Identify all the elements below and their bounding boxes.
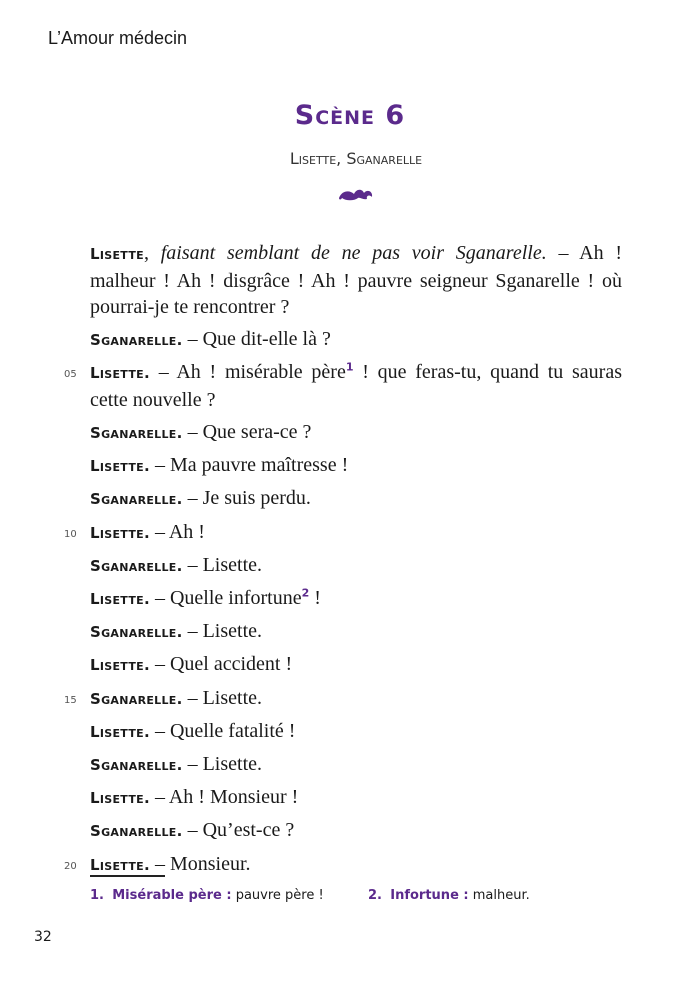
speaker-name: Lisette. [90, 457, 150, 476]
speech-text: – Monsieur. [149, 852, 251, 875]
dialogue [64, 240, 623, 884]
speaker-name: Sganarelle. [90, 331, 183, 350]
speech [90, 326, 622, 354]
page-number: 32 [34, 929, 52, 945]
speech-text: – Qu’est-ce ? [182, 819, 295, 842]
speech-text: – Ah ! [149, 520, 205, 543]
speech [90, 452, 622, 480]
speaker-name: Lisette. [90, 364, 150, 383]
speaker-name: Lisette. [90, 789, 150, 808]
footnote-term: Misérable père : [112, 888, 232, 903]
scene-characters: Lisette, Sganarelle [289, 149, 423, 168]
speech [90, 718, 622, 746]
speech-text: – Lisette. [182, 620, 263, 643]
speech: Lisette, faisant semblant de ne pas voir Sganarelle. – Ah ! malheur ! Ah ! disgrâce ! Ah ! pauvre seigneur Sganarelle ! où pourrai-je te rencontrer ? [90, 242, 623, 318]
ornament-icon [336, 186, 376, 204]
footnote-term: Infortune : [390, 888, 469, 903]
footnote-rule [90, 875, 165, 877]
speech [90, 552, 622, 580]
speech-text: ! [309, 587, 321, 609]
footnote-number: 1. [90, 888, 104, 903]
footnote-1 [90, 888, 324, 903]
speaker-name: Lisette. [90, 656, 150, 675]
footnote-2 [368, 888, 530, 903]
speech [64, 519, 622, 547]
speech-text: – Lisette. [182, 686, 263, 709]
speech-text: – Quelle infortune [149, 587, 302, 609]
speech-text: – Ma pauvre maîtresse ! [149, 454, 349, 477]
footnote-ref[interactable]: 1 [345, 360, 354, 374]
speaker-name: Sganarelle. [90, 556, 183, 575]
speaker-name: Lisette. [90, 855, 150, 874]
speech [64, 851, 622, 879]
speech [90, 485, 622, 513]
speech [90, 618, 622, 646]
speech-text: – Quelle fatalité ! [149, 719, 296, 742]
speaker-name: Lisette. [90, 722, 150, 741]
speaker-name: Sganarelle. [90, 623, 183, 642]
line-number: 20 [64, 860, 77, 872]
speaker-name: Sganarelle. [90, 689, 183, 708]
stage-direction: faisant semblant de ne pas voir Sganarelle. [160, 242, 547, 264]
speech-text: – Ah ! misérable père [149, 361, 346, 384]
speech [90, 784, 622, 812]
speech [64, 685, 622, 713]
speech-text: – Quel accident ! [149, 653, 293, 676]
speech [90, 651, 622, 679]
speech [90, 419, 622, 447]
running-head: L’Amour médecin [48, 28, 188, 48]
speech [64, 359, 622, 413]
speaker-name: Sganarelle. [90, 490, 183, 509]
scene-title: Scène 6 [294, 100, 406, 131]
speech [90, 751, 622, 779]
speech-text: – Que sera-ce ? [182, 421, 312, 444]
footnote-definition: malheur. [468, 888, 530, 903]
speech-text: – Ah ! Monsieur ! [149, 786, 299, 809]
footnote-number: 2. [368, 888, 382, 903]
speech-text: – Lisette. [182, 752, 263, 775]
speech [90, 585, 622, 613]
speech-text: – Je suis perdu. [182, 487, 311, 510]
line-number: 15 [64, 694, 77, 706]
speaker-name: Lisette. [90, 590, 150, 608]
speech-text: – Lisette. [182, 553, 263, 576]
line-number: 05 [64, 369, 77, 381]
speech-text: – Ah ! malheur ! Ah ! disgrâce ! Ah ! pauvre seigneur Sganarelle ! où pourrai-je te rencontrer ? [90, 242, 623, 318]
footnote-definition: pauvre père ! [231, 888, 324, 903]
footnote-ref[interactable]: 2 [301, 586, 310, 600]
speech [90, 817, 622, 845]
speaker-name: Lisette. [90, 523, 150, 542]
speaker-name: Sganarelle. [90, 755, 183, 774]
speaker-name: Lisette [90, 245, 144, 263]
speaker-name: Sganarelle. [90, 424, 183, 443]
speech-text: ! que feras-tu, quand tu sauras cette nouvelle ? [90, 361, 622, 411]
speech-text: – Que dit-elle là ? [182, 328, 331, 351]
speaker-name: Sganarelle. [90, 822, 183, 841]
line-number: 10 [64, 528, 77, 540]
